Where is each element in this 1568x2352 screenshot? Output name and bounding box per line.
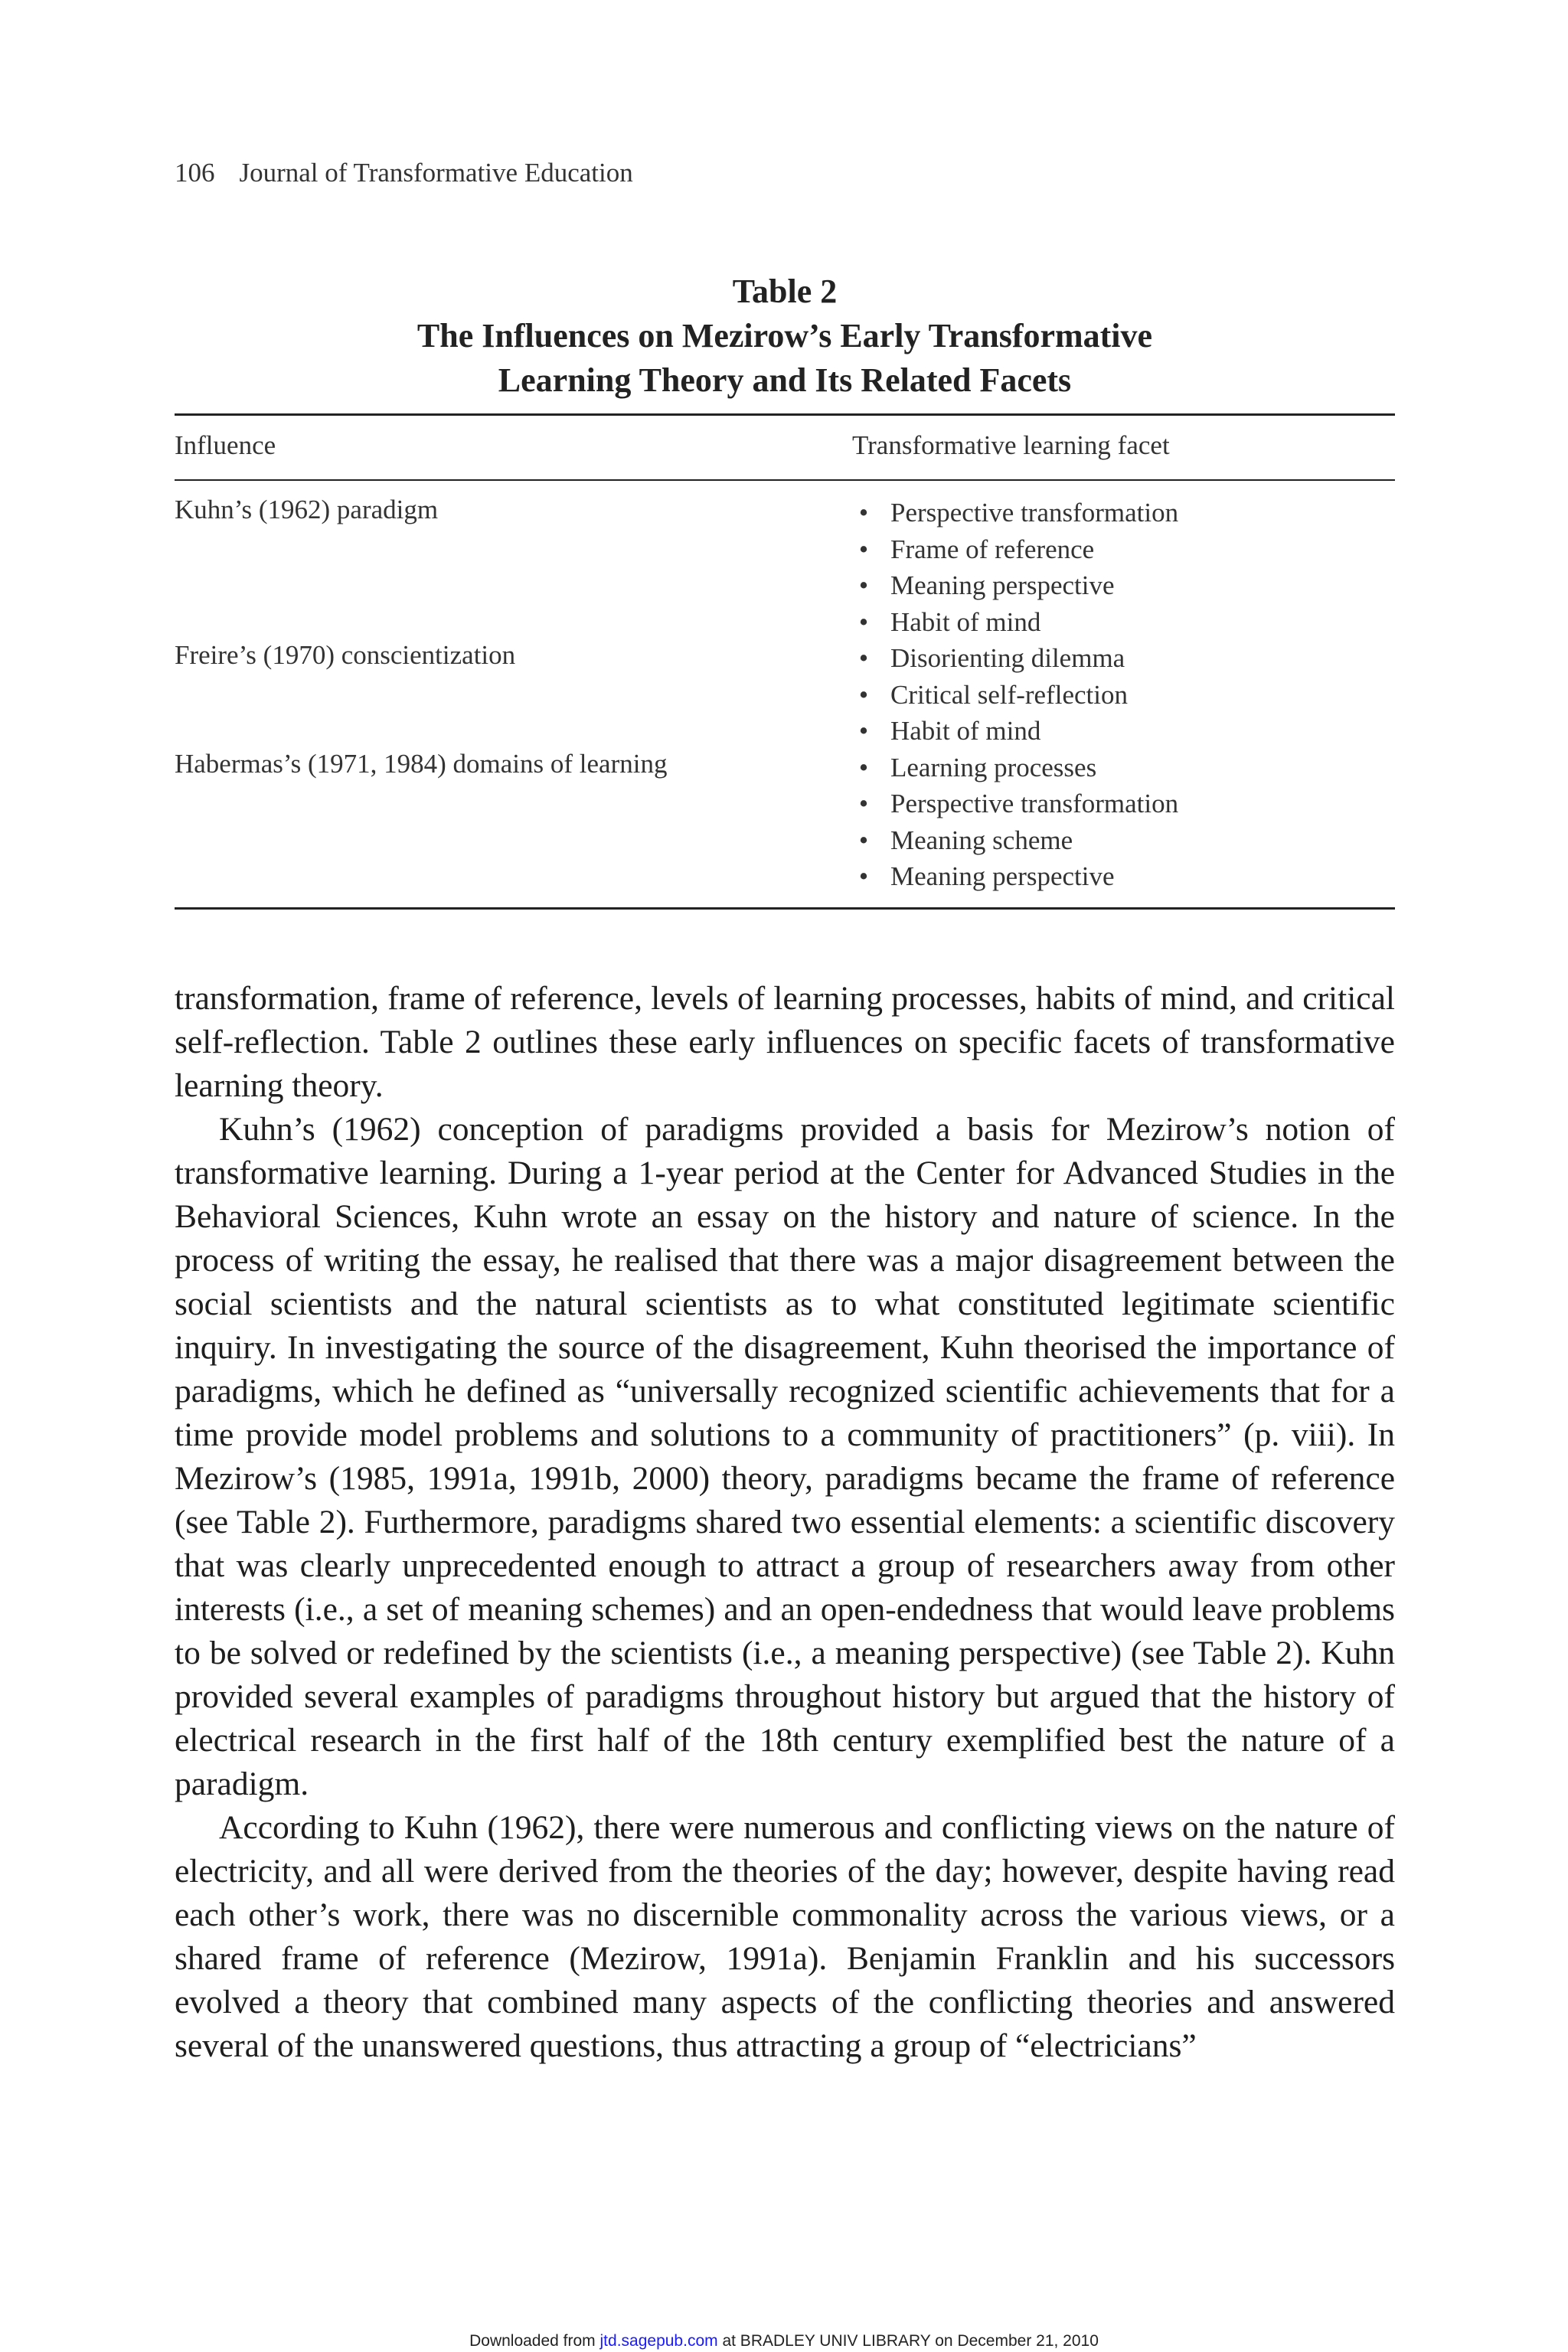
- running-head: [175, 158, 633, 188]
- facet-item: [852, 495, 1178, 531]
- bullet-icon: •: [858, 861, 869, 891]
- facet-label: Disorienting dilemma: [890, 643, 1125, 673]
- facet-label: Meaning scheme: [890, 825, 1073, 855]
- column-header-facet: Transformative learning facet: [852, 430, 1170, 460]
- bullet-icon: •: [858, 789, 869, 818]
- facet-item: [852, 567, 1178, 604]
- facet-label: Frame of reference: [890, 534, 1095, 564]
- facet-item: [852, 750, 1178, 786]
- facet-label: Habit of mind: [890, 606, 1041, 637]
- facet-item: [852, 786, 1178, 822]
- bullet-icon: •: [858, 570, 869, 600]
- facet-item: [852, 604, 1178, 641]
- bullet-icon: •: [858, 643, 869, 673]
- influence-cell: Kuhn’s (1962) paradigm: [175, 495, 439, 524]
- bullet-icon: •: [858, 716, 869, 746]
- facet-item: [852, 640, 1178, 677]
- body-paragraph: According to Kuhn (1962), there were numerous and conflicting views on the nature of electricity, and all were derived from the theories of the day; however, despite having read each other’s work, there was no discernible commonality across the various views, or a shared frame of reference (Mezirow, 1991a). Benjamin Franklin and his successors evolved a theory that combined many aspects of the conflicting theories and answered several of the unanswered questions, thus attracting a group of “electricians”: [175, 1809, 1395, 2064]
- facet-label: Habit of mind: [890, 716, 1041, 746]
- facet-item: [852, 713, 1178, 750]
- table-title-line-1: The Influences on Mezirow’s Early Transformative: [416, 317, 1153, 354]
- facet-item: [852, 531, 1178, 568]
- facet-label: Learning processes: [890, 752, 1097, 782]
- bullet-icon: •: [858, 825, 869, 855]
- influence-cell: Habermas’s (1971, 1984) domains of learning: [175, 749, 668, 779]
- facet-label: Critical self-reflection: [890, 679, 1128, 710]
- bullet-icon: •: [858, 606, 869, 637]
- bullet-icon: •: [858, 752, 869, 782]
- table-bottom-rule: [175, 907, 1395, 910]
- body-paragraph: transformation, frame of reference, levels of learning processes, habits of mind, and critical self-reflection. Table 2 outlines these early influences on specific facets of transformative learning theory.: [175, 980, 1395, 1104]
- sagepub-link[interactable]: jtd.sagepub.com: [599, 2332, 718, 2350]
- body-text: [175, 977, 1395, 2068]
- table-header-rule: [175, 479, 1395, 481]
- bullet-icon: •: [858, 498, 869, 528]
- facet-item: [852, 858, 1178, 895]
- facet-label: Meaning perspective: [890, 861, 1115, 891]
- journal-title: Journal of Transformative Education: [239, 158, 633, 188]
- table-top-rule: [175, 413, 1395, 416]
- body-paragraph: Kuhn’s (1962) conception of paradigms provided a basis for Mezirow’s notion of transformative learning. During a 1-year period at the Center for Advanced Studies in the Behavioral Sciences, Kuhn wrote an essay on the history and nature of science. In the process of writing the essay, he realised that there was a major disagreement between the social scientists and the natural scientists as to what constituted legitimate scientific inquiry. In investigating the source of the disagreement, Kuhn theorised the importance of paradigms, which he defined as “universally recognized scientific achievements that for a time provide model problems and solutions to a community of practitioners” (p. viii). In Mezirow’s (1985, 1991a, 1991b, 2000) theory, paradigms became the frame of reference (see Table 2). Furthermore, paradigms shared two essential elements: a scientific discovery that was clearly unprecedented enough to attract a group of researchers away from other interests (i.e., a set of meaning schemes) and an open-endedness that would leave problems to be solved or redefined by the scientists (i.e., a meaning perspective) (see Table 2). Kuhn provided several examples of paradigms throughout history but argued that the history of electrical research in the first half of the 18th century exemplified best the nature of a paradigm.: [175, 1111, 1395, 1802]
- bullet-icon: •: [858, 679, 869, 710]
- download-notice: [0, 2332, 1568, 2350]
- facet-list: [852, 495, 1178, 895]
- column-header-influence: Influence: [175, 430, 276, 460]
- facet-item: [852, 822, 1178, 859]
- facet-item: [852, 677, 1178, 714]
- table-title-line-2: Learning Theory and Its Related Facets: [498, 361, 1072, 399]
- page-number: 106: [175, 158, 215, 188]
- table-caption: [175, 270, 1395, 403]
- download-prefix: Downloaded from: [469, 2332, 600, 2350]
- facet-label: Meaning perspective: [890, 570, 1115, 600]
- influence-cell: Freire’s (1970) conscientization: [175, 640, 516, 670]
- table-label: Table 2: [732, 273, 838, 310]
- facet-label: Perspective transformation: [890, 789, 1179, 818]
- download-suffix: at BRADLEY UNIV LIBRARY on December 21, 2010: [717, 2332, 1099, 2350]
- bullet-icon: •: [858, 534, 869, 564]
- facet-label: Perspective transformation: [890, 498, 1179, 528]
